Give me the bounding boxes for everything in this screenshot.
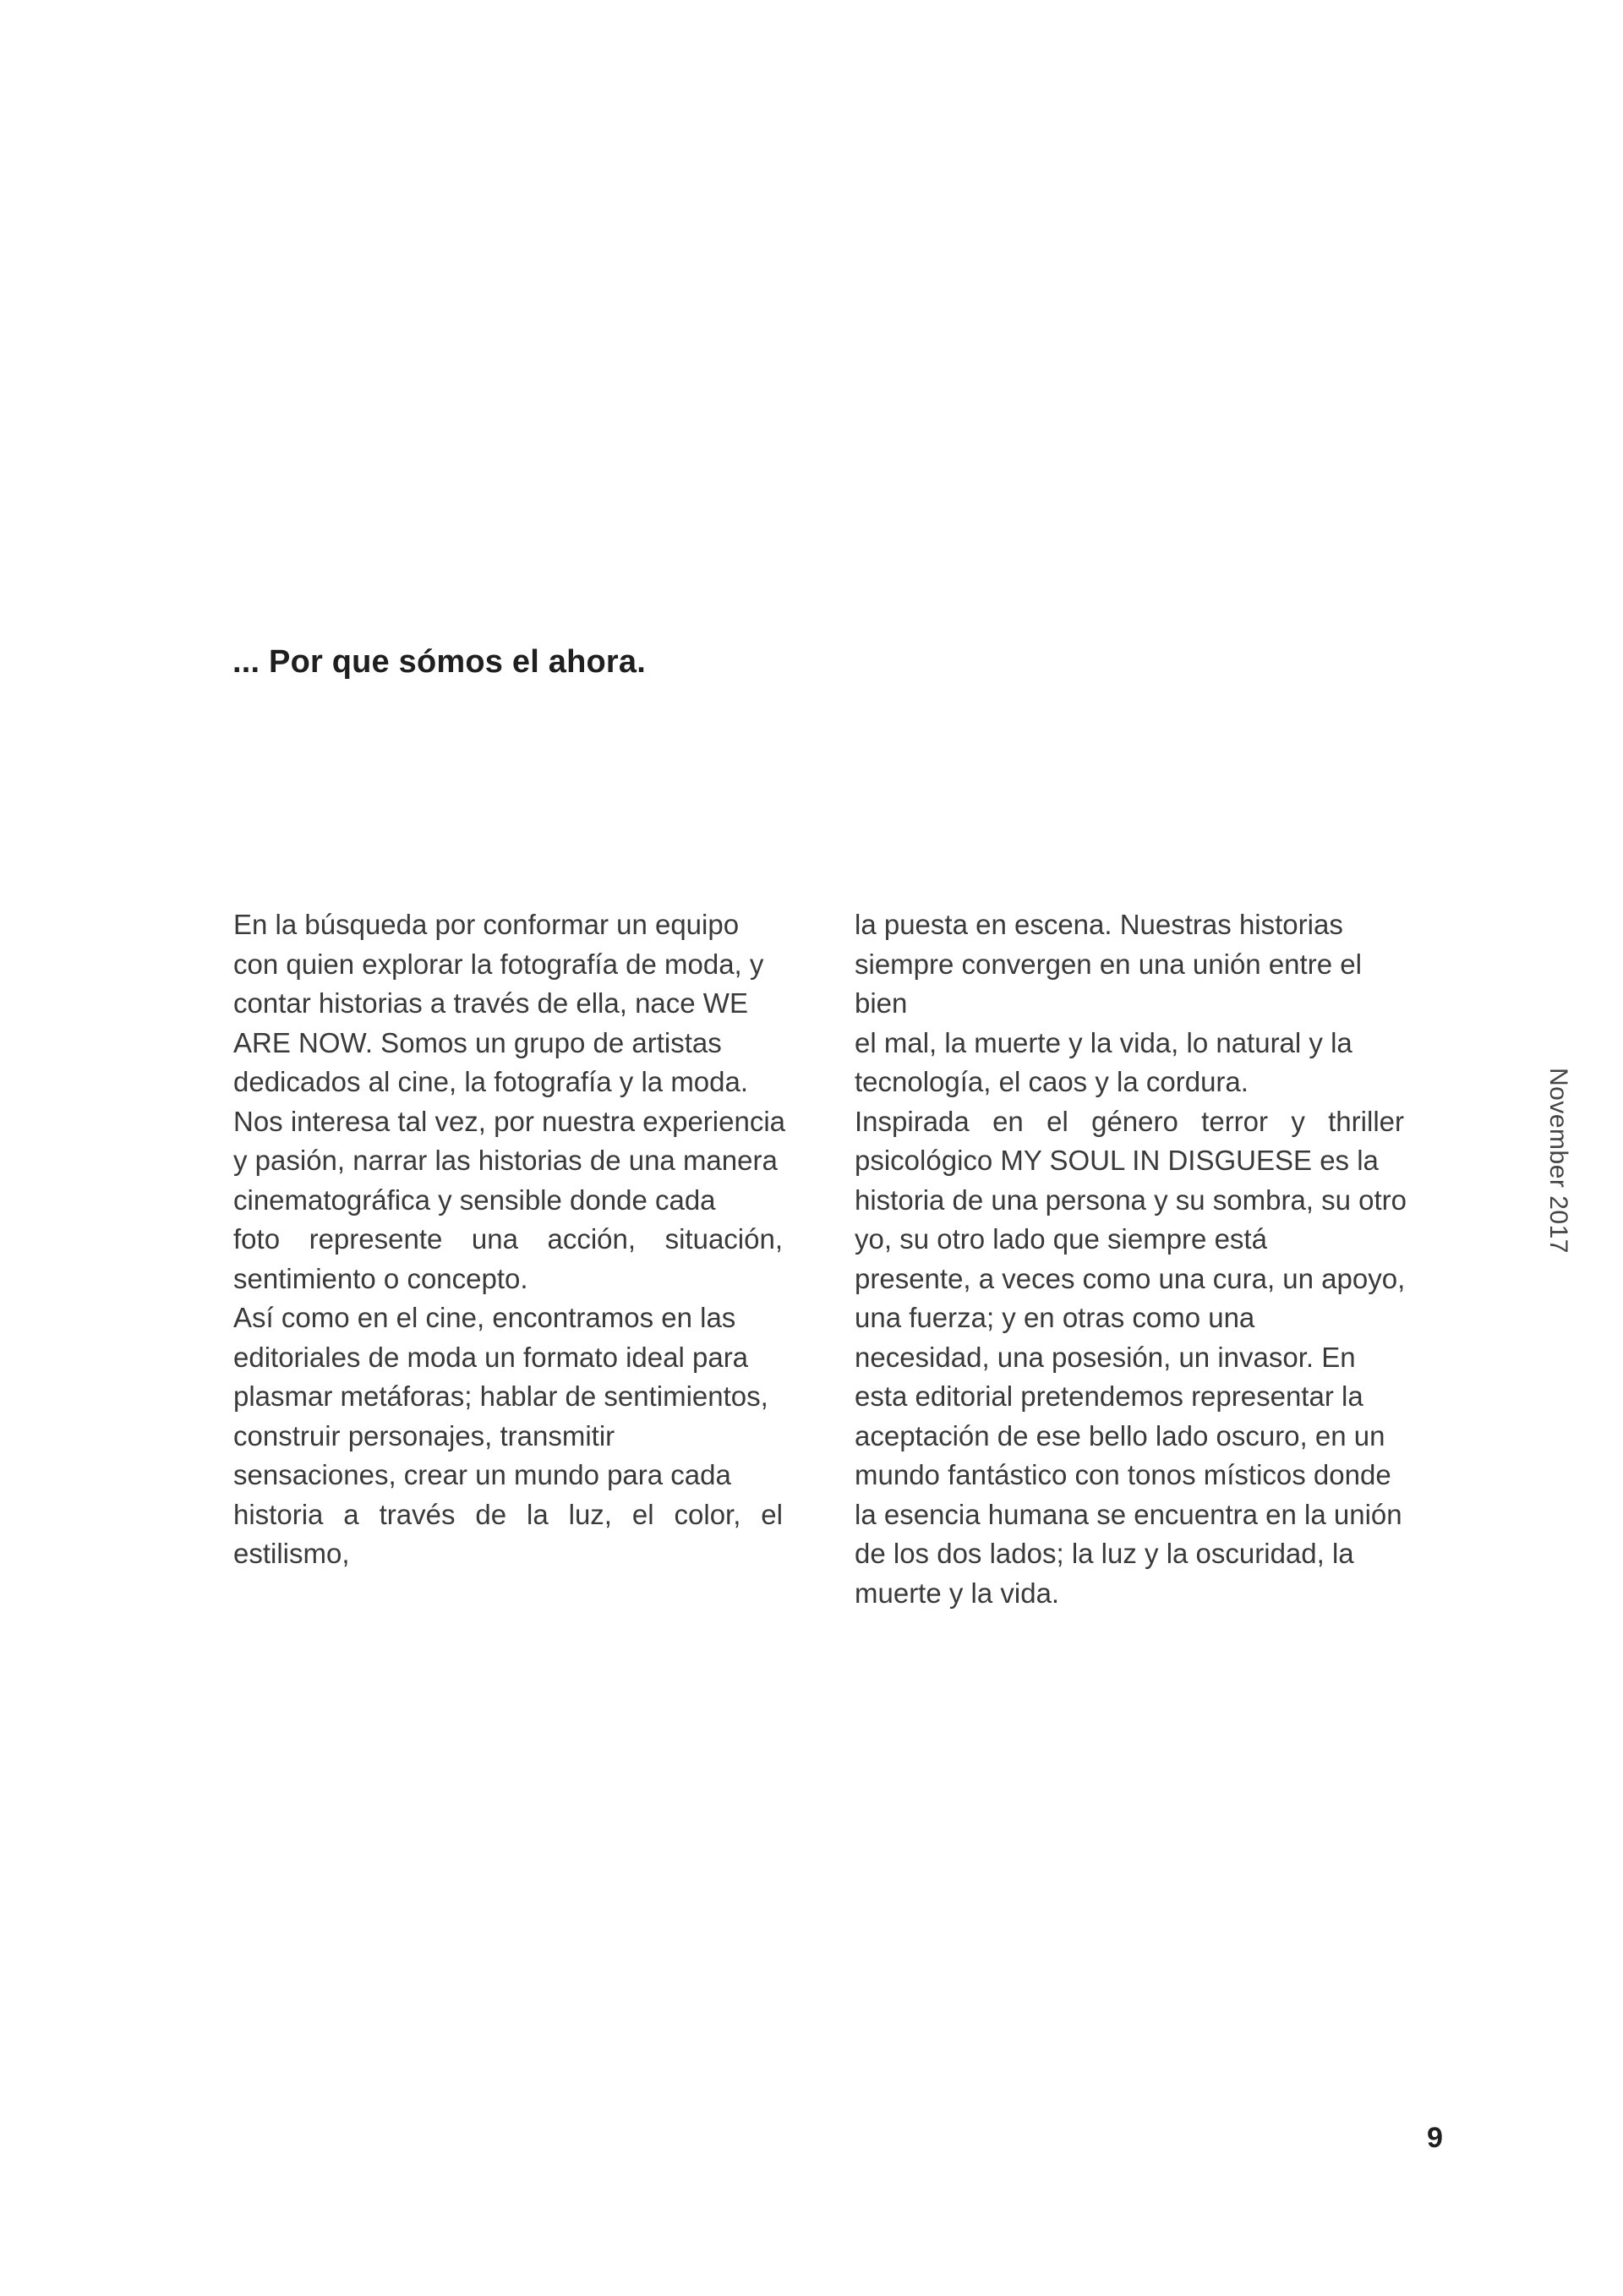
body-line: una fuerza; y en otras como una (855, 1302, 1255, 1333)
body-line: estilismo, (233, 1538, 350, 1569)
body-line: de los dos lados; la luz y la oscuridad, la (855, 1538, 1354, 1569)
body-line: historia a través de la luz, el color, el (233, 1498, 783, 1530)
body-line: Nos interesa tal vez, por nuestra experiencia (233, 1105, 786, 1137)
body-line: la puesta en escena. Nuestras historias (855, 909, 1343, 940)
body-line: aceptación de ese bello lado oscuro, en un (855, 1419, 1385, 1451)
body-line: bien (855, 987, 908, 1019)
body-line: sentimiento o concepto. (233, 1262, 528, 1294)
body-line: muerte y la vida. (855, 1577, 1060, 1609)
body-line: historia de una persona y su sombra, su otro (855, 1184, 1407, 1216)
body-line: plasmar metáforas; hablar de sentimientos, (233, 1380, 768, 1412)
body-line: psicológico MY SOUL IN DISGUESE es la (855, 1145, 1379, 1176)
body-line: En la búsqueda por conformar un equipo (233, 909, 740, 940)
body-line: editoriales de moda un formato ideal para (233, 1341, 749, 1373)
body-line: cinematográfica y sensible donde cada (233, 1184, 716, 1216)
body-line: sensaciones, crear un mundo para cada (233, 1459, 731, 1490)
side-date-text: November 2017 (1544, 1067, 1572, 1254)
body-line: la esencia humana se encuentra en la unión (855, 1498, 1402, 1530)
body-line: tecnología, el caos y la cordura. (855, 1066, 1249, 1097)
right-column (855, 905, 1407, 1613)
body-line: contar historias a través de ella, nace WE (233, 987, 748, 1019)
body-line: esta editorial pretendemos representar la (855, 1380, 1363, 1412)
body-line: Inspirada en el género terror y thriller (855, 1105, 1404, 1137)
body-line: foto represente una acción, situación, (233, 1223, 783, 1255)
page-number: 9 (1427, 2122, 1443, 2154)
page-heading: ... Por que sómos el ahora. (232, 644, 646, 680)
body-line: yo, su otro lado que siempre está (855, 1223, 1267, 1255)
body-line: el mal, la muerte y la vida, lo natural y la (855, 1026, 1352, 1058)
body-line: construir personajes, transmitir (233, 1419, 615, 1451)
body-line: Así como en el cine, encontramos en las (233, 1302, 736, 1333)
side-date (1528, 1067, 1587, 1254)
body-line: con quien explorar la fotografía de moda, y (233, 948, 764, 980)
body-line: y pasión, narrar las historias de una manera (233, 1145, 778, 1176)
left-column (233, 905, 786, 1574)
body-line: dedicados al cine, la fotografía y la moda. (233, 1066, 749, 1097)
body-line: siempre convergen en una unión entre el (855, 948, 1362, 980)
body-line: mundo fantástico con tonos místicos donde (855, 1459, 1391, 1490)
body-line: ARE NOW. Somos un grupo de artistas (233, 1026, 722, 1058)
body-line: necesidad, una posesión, un invasor. En (855, 1341, 1356, 1373)
body-line: presente, a veces como una cura, un apoyo, (855, 1262, 1406, 1294)
